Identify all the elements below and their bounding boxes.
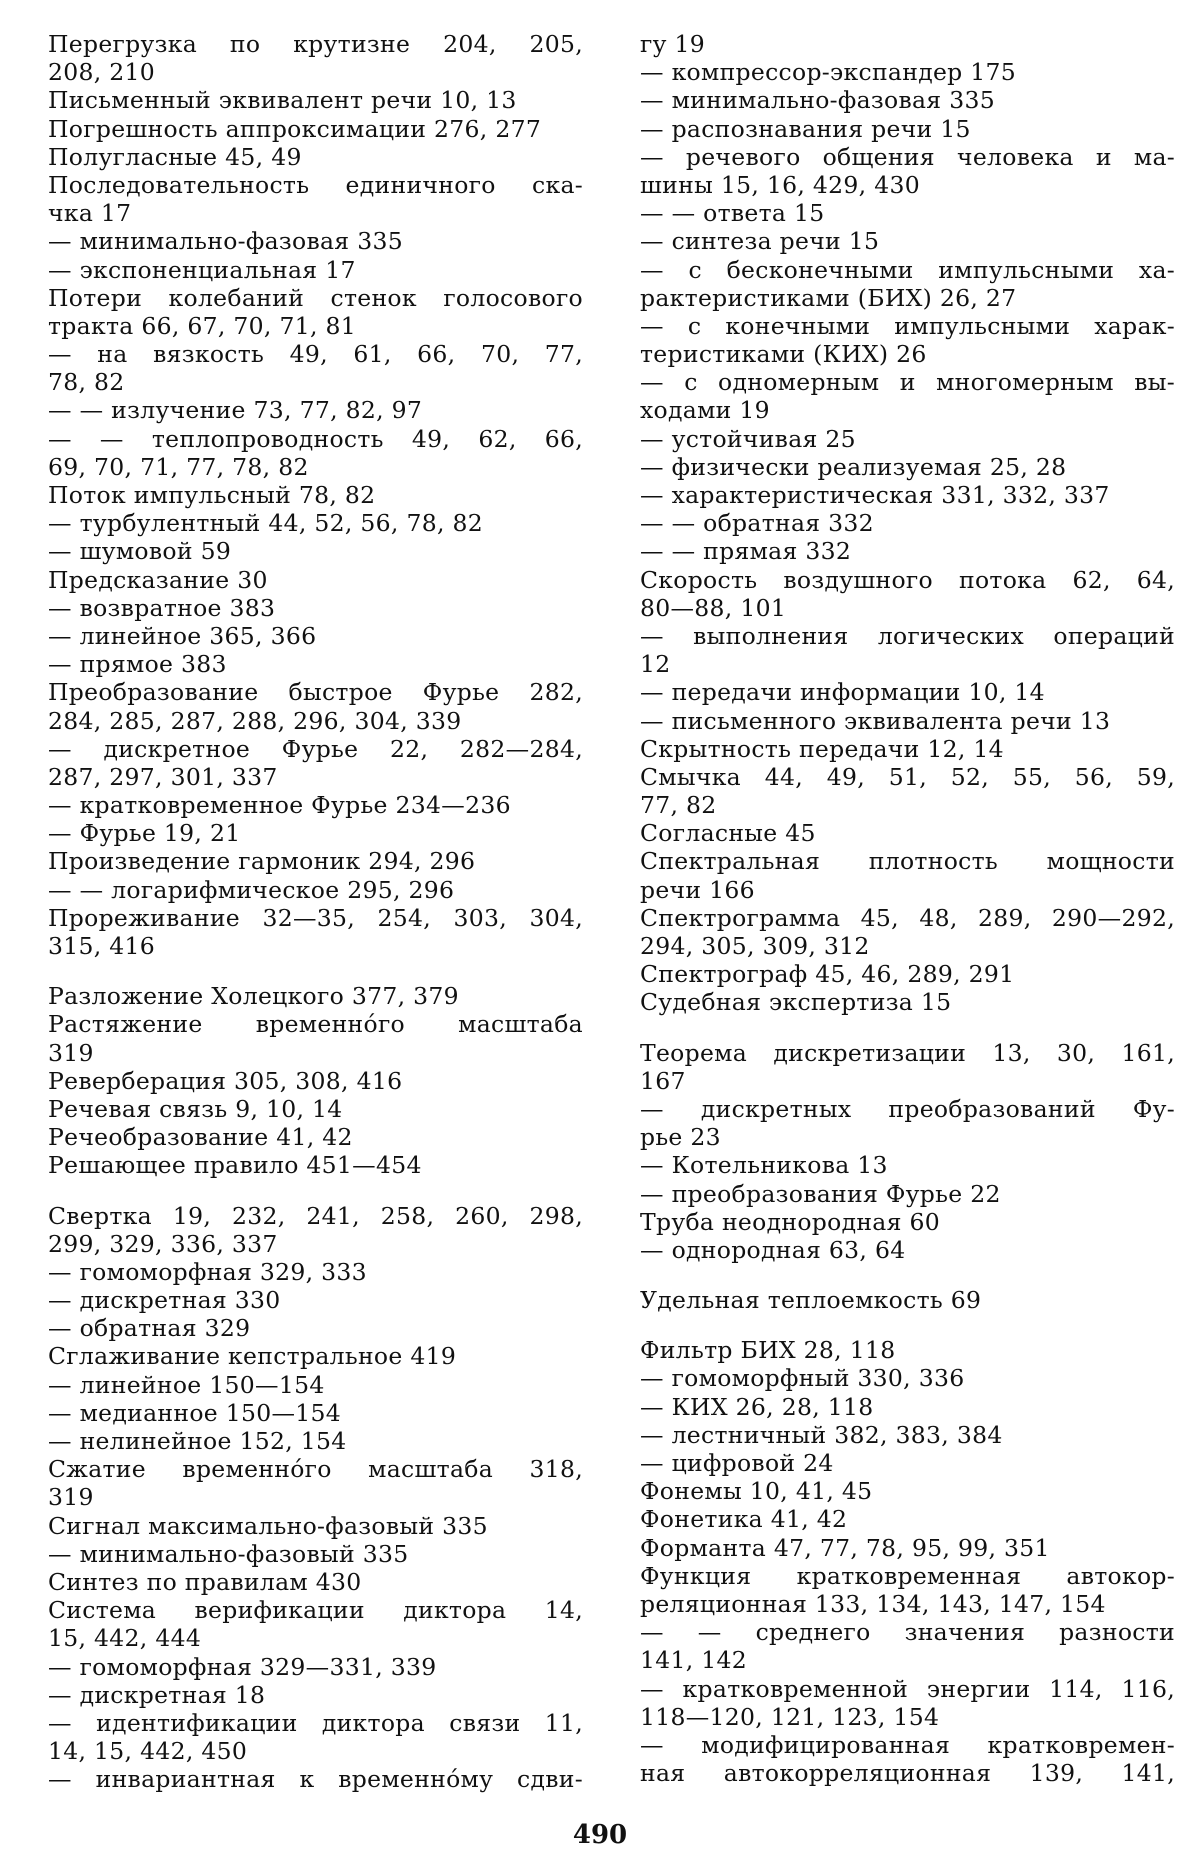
section-gap bbox=[640, 1314, 1175, 1336]
index-entry-line: Последовательность единичного ска- bbox=[48, 170, 583, 199]
index-entry-line: — дискретных преобразований Фу- bbox=[640, 1094, 1175, 1123]
index-entry-line: речи 166 bbox=[640, 875, 755, 904]
section-gap bbox=[640, 1264, 1175, 1286]
index-entry-line: 299, 329, 336, 337 bbox=[48, 1229, 278, 1258]
index-entry-line: Произведение гармоник 294, 296 bbox=[48, 847, 476, 876]
index-entry-line: — модифицированная кратковремен- bbox=[640, 1730, 1175, 1759]
index-entry-line: — минимально-фазовая 335 bbox=[640, 86, 995, 115]
index-entry-line: Речеобразование 41, 42 bbox=[48, 1123, 353, 1152]
index-entry-line: Поток импульсный 78, 82 bbox=[48, 481, 376, 509]
index-entry-line: Погрешность аппроксимации 276, 277 bbox=[48, 114, 542, 143]
index-entry-line: — дискретная 18 bbox=[48, 1680, 266, 1709]
index-entry-line: — идентификации диктора связи 11, bbox=[48, 1708, 583, 1737]
index-entry-line: — инвариантная к временно́му сдви- bbox=[48, 1765, 583, 1794]
index-entry-line: гу 19 bbox=[640, 30, 706, 58]
index-entry-line: 69, 70, 71, 77, 78, 82 bbox=[48, 452, 309, 481]
index-entry-line: ная автокорреляционная 139, 141, bbox=[640, 1759, 1175, 1788]
index-entry-line: рактеристиками (БИХ) 26, 27 bbox=[640, 283, 1017, 312]
index-entry-line: — лестничный 382, 383, 384 bbox=[640, 1420, 1003, 1449]
index-entry-line: 284, 285, 287, 288, 296, 304, 339 bbox=[48, 706, 462, 735]
index-entry-line: Разложение Холецкого 377, 379 bbox=[48, 982, 459, 1011]
index-entry-line: Сглаживание кепстральное 419 bbox=[48, 1342, 457, 1371]
index-entry-line: 80—88, 101 bbox=[640, 593, 787, 622]
index-column-left bbox=[48, 30, 583, 1793]
index-entry-line: — линейное 150—154 bbox=[48, 1370, 325, 1399]
index-entry-line: 294, 305, 309, 312 bbox=[640, 932, 870, 960]
index-entry-line: Форманта 47, 77, 78, 95, 99, 351 bbox=[640, 1533, 1050, 1562]
index-entry-line: — — теплопроводность 49, 62, 66, bbox=[48, 424, 583, 453]
index-entry-line: — выполнения логических операций bbox=[640, 621, 1175, 650]
index-entry-line: 315, 416 bbox=[48, 932, 156, 960]
index-entry-line: — гомоморфный 330, 336 bbox=[640, 1364, 965, 1393]
index-entry-line: чка 17 bbox=[48, 199, 132, 228]
index-entry-line: Смычка 44, 49, 51, 52, 55, 56, 59, bbox=[640, 762, 1175, 791]
index-entry-line: — минимально-фазовый 335 bbox=[48, 1539, 409, 1568]
index-entry-line: — с одномерным и многомерным вы- bbox=[640, 368, 1175, 397]
index-entry-line: — распознавания речи 15 bbox=[640, 114, 971, 143]
index-entry-line: Письменный эквивалент речи 10, 13 bbox=[48, 86, 517, 115]
section-gap bbox=[48, 960, 583, 982]
index-entry-line: — минимально-фазовая 335 bbox=[48, 227, 403, 256]
index-entry-line: 78, 82 bbox=[48, 368, 125, 397]
index-entry-line: — физически реализуемая 25, 28 bbox=[640, 452, 1067, 481]
index-entry-line: 14, 15, 442, 450 bbox=[48, 1737, 248, 1766]
index-entry-line: — цифровой 24 bbox=[640, 1449, 834, 1477]
index-entry-line: — линейное 365, 366 bbox=[48, 621, 317, 650]
index-entry-line: Спектрограмма 45, 48, 289, 290—292, bbox=[640, 903, 1175, 932]
index-entry-line: 15, 442, 444 bbox=[48, 1624, 202, 1653]
index-entry-line: Фильтр БИХ 28, 118 bbox=[640, 1336, 896, 1365]
index-entry-line: Функция кратковременная автокор- bbox=[640, 1561, 1175, 1590]
index-entry-line: — — обратная 332 bbox=[640, 509, 874, 538]
index-entry-line: Спектрограф 45, 46, 289, 291 bbox=[640, 960, 1015, 989]
index-entry-line: Сжатие временно́го масштаба 318, bbox=[48, 1455, 583, 1484]
index-entry-line: — дискретное Фурье 22, 282—284, bbox=[48, 734, 583, 763]
index-entry-line: 118—120, 121, 123, 154 bbox=[640, 1702, 940, 1731]
index-entry-line: тракта 66, 67, 70, 71, 81 bbox=[48, 311, 356, 340]
index-entry-line: — турбулентный 44, 52, 56, 78, 82 bbox=[48, 509, 483, 538]
index-entry-line: Реверберация 305, 308, 416 bbox=[48, 1066, 403, 1095]
index-entry-line: — характеристическая 331, 332, 337 bbox=[640, 481, 1110, 509]
index-entry-line: Растяжение временно́го масштаба bbox=[48, 1010, 583, 1039]
index-column-right bbox=[640, 30, 1175, 1787]
index-entry-line: Судебная экспертиза 15 bbox=[640, 988, 952, 1017]
index-entry-line: 208, 210 bbox=[48, 58, 156, 87]
index-entry-line: — передачи информации 10, 14 bbox=[640, 678, 1045, 707]
index-entry-line: — компрессор-экспандер 175 bbox=[640, 58, 1017, 87]
index-entry-line: — однородная 63, 64 bbox=[640, 1235, 906, 1264]
index-entry-line: — — прямая 332 bbox=[640, 537, 852, 566]
index-entry-line: — шумовой 59 bbox=[48, 537, 232, 566]
index-entry-line: ходами 19 bbox=[640, 396, 770, 425]
index-entry-line: — обратная 329 bbox=[48, 1314, 251, 1343]
index-entry-line: — устойчивая 25 bbox=[640, 424, 856, 453]
index-entry-line: Свертка 19, 232, 241, 258, 260, 298, bbox=[48, 1201, 583, 1230]
index-entry-line: 319 bbox=[48, 1483, 94, 1512]
index-entry-line: Синтез по правилам 430 bbox=[48, 1567, 362, 1596]
index-entry-line: Теорема дискретизации 13, 30, 161, bbox=[640, 1038, 1175, 1067]
index-entry-line: — — логарифмическое 295, 296 bbox=[48, 875, 455, 904]
index-entry-line: 141, 142 bbox=[640, 1646, 748, 1675]
index-entry-line: Согласные 45 bbox=[640, 819, 816, 848]
index-entry-line: — гомоморфная 329, 333 bbox=[48, 1257, 367, 1286]
index-entry-line: Фонетика 41, 42 bbox=[640, 1505, 848, 1534]
index-entry-line: — Фурье 19, 21 bbox=[48, 819, 241, 848]
index-entry-line: — дискретная 330 bbox=[48, 1286, 281, 1315]
index-entry-line: — нелинейное 152, 154 bbox=[48, 1427, 347, 1455]
index-entry-line: Решающее правило 451—454 bbox=[48, 1151, 422, 1180]
page-number: 490 bbox=[572, 1820, 628, 1850]
index-entry-line: — на вязкость 49, 61, 66, 70, 77, bbox=[48, 340, 583, 369]
index-entry-line: — преобразования Фурье 22 bbox=[640, 1179, 1001, 1208]
index-entry-line: Полугласные 45, 49 bbox=[48, 142, 302, 171]
index-entry-line: 319 bbox=[48, 1038, 94, 1067]
index-entry-line: — кратковременное Фурье 234—236 bbox=[48, 791, 511, 820]
index-entry-line: — речевого общения человека и ма- bbox=[640, 142, 1175, 171]
index-entry-line: Перегрузка по крутизне 204, 205, bbox=[48, 30, 583, 58]
index-entry-line: Преобразование быстрое Фурье 282, bbox=[48, 678, 583, 707]
index-entry-line: Спектральная плотность мощности bbox=[640, 847, 1175, 876]
index-entry-line: Труба неоднородная 60 bbox=[640, 1207, 941, 1236]
index-entry-line: рье 23 bbox=[640, 1123, 721, 1152]
index-entry-line: — — ответа 15 bbox=[640, 199, 825, 228]
index-entry-line: 167 bbox=[640, 1066, 686, 1095]
index-entry-line: Предсказание 30 bbox=[48, 565, 268, 594]
index-entry-line: — — излучение 73, 77, 82, 97 bbox=[48, 396, 423, 425]
index-entry-line: Прореживание 32—35, 254, 303, 304, bbox=[48, 903, 583, 932]
index-entry-line: 287, 297, 301, 337 bbox=[48, 762, 278, 791]
index-entry-line: — с бесконечными импульсными ха- bbox=[640, 255, 1175, 284]
section-gap bbox=[48, 1180, 583, 1202]
index-entry-line: 12 bbox=[640, 650, 671, 679]
index-entry-line: — возвратное 383 bbox=[48, 593, 276, 622]
index-entry-line: Речевая связь 9, 10, 14 bbox=[48, 1094, 343, 1123]
index-entry-line: Система верификации диктора 14, bbox=[48, 1596, 583, 1625]
index-entry-line: шины 15, 16, 429, 430 bbox=[640, 170, 920, 199]
index-entry-line: Сигнал максимально-фазовый 335 bbox=[48, 1511, 488, 1540]
index-entry-line: теристиками (КИХ) 26 bbox=[640, 340, 927, 369]
index-entry-line: 77, 82 bbox=[640, 791, 717, 820]
index-entry-line: — экспоненциальная 17 bbox=[48, 255, 356, 284]
index-entry-line: Удельная теплоемкость 69 bbox=[640, 1286, 982, 1315]
index-entry-line: Потери колебаний стенок голосового bbox=[48, 283, 583, 312]
index-entry-line: — гомоморфная 329—331, 339 bbox=[48, 1652, 437, 1681]
index-entry-line: реляционная 133, 134, 143, 147, 154 bbox=[640, 1589, 1106, 1618]
section-gap bbox=[640, 1017, 1175, 1039]
index-entry-line: Фонемы 10, 41, 45 bbox=[640, 1477, 873, 1506]
index-entry-line: Скрытность передачи 12, 14 bbox=[640, 734, 1004, 763]
index-entry-line: Скорость воздушного потока 62, 64, bbox=[640, 565, 1175, 594]
index-entry-line: — кратковременной энергии 114, 116, bbox=[640, 1674, 1175, 1703]
index-entry-line: — прямое 383 bbox=[48, 650, 227, 679]
index-entry-line: — КИХ 26, 28, 118 bbox=[640, 1392, 874, 1421]
index-entry-line: — — среднего значения разности bbox=[640, 1618, 1175, 1647]
index-entry-line: — синтеза речи 15 bbox=[640, 227, 880, 256]
index-entry-line: — медианное 150—154 bbox=[48, 1398, 342, 1427]
index-entry-line: — с конечными импульсными харак- bbox=[640, 311, 1175, 340]
index-entry-line: — Котельникова 13 bbox=[640, 1151, 888, 1180]
index-entry-line: — письменного эквивалента речи 13 bbox=[640, 706, 1111, 735]
